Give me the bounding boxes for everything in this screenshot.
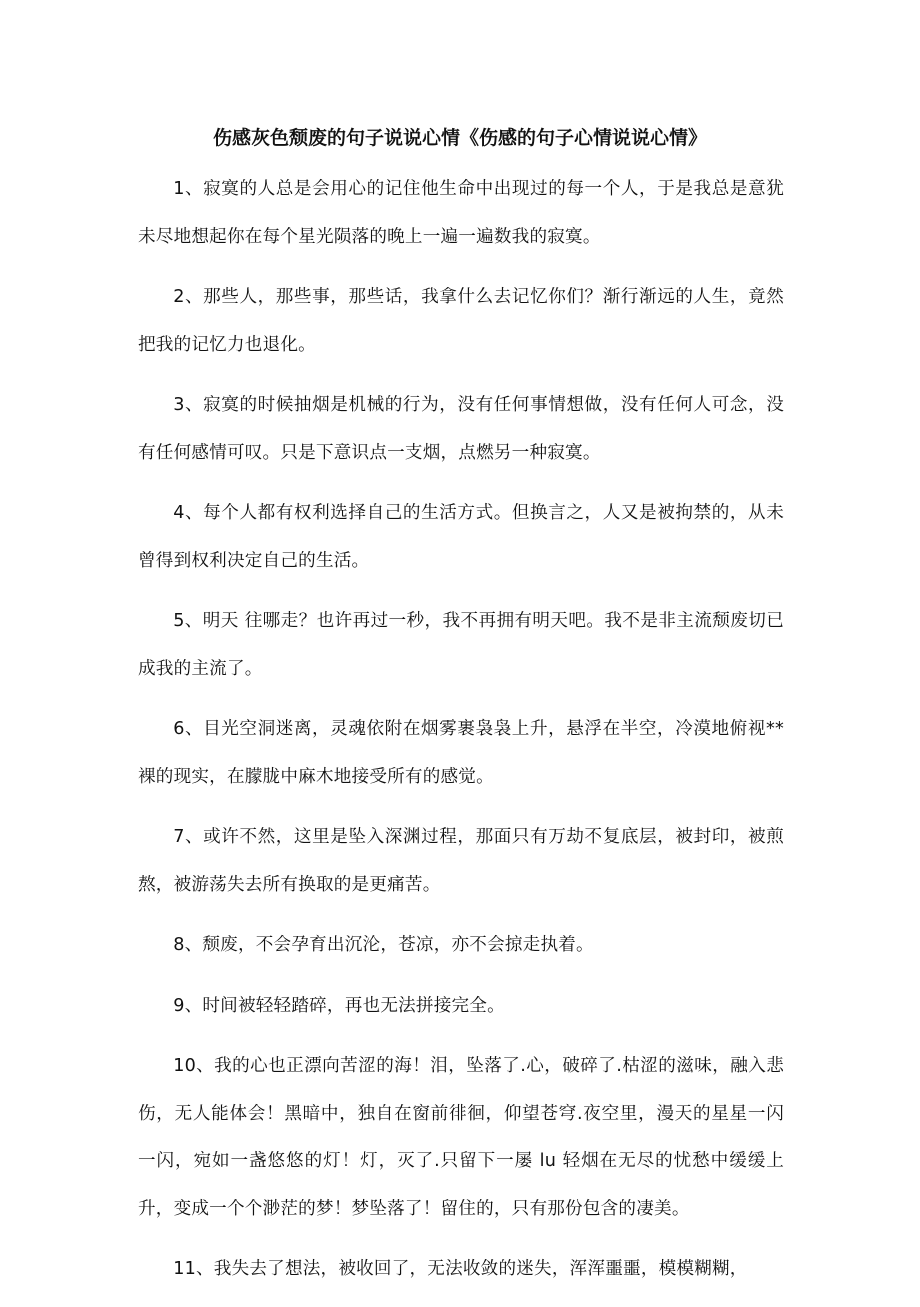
document-body [138, 166, 784, 1307]
paragraph-3: 3、寂寞的时候抽烟是机械的行为，没有任何事情想做，没有任何人可念，没有任何感情可叹。只是下意识点一支烟，点燃另一种寂寞。 [138, 395, 784, 463]
paragraph-6: 6、目光空洞迷离，灵魂依附在烟雾裹袅袅上升，悬浮在半空，冷漠地俯视**裸的现实，在朦胧中麻木地接受所有的感觉。 [138, 719, 784, 787]
paragraph-9: 9、时间被轻轻踏碎，再也无法拼接完全。 [173, 995, 505, 1016]
paragraph-4: 4、每个人都有权利选择自己的生活方式。但换言之，人又是被拘禁的，从未曾得到权利决定自己的生活。 [138, 503, 784, 571]
paragraph-8: 8、颓废，不会孕育出沉沦，苍凉，亦不会掠走执着。 [173, 935, 594, 955]
paragraph-2: 2、那些人，那些事，那些话，我拿什么去记忆你们？渐行渐远的人生，竟然把我的记忆力也退化。 [138, 287, 784, 355]
paragraph-5: 5、明天 往哪走？也许再过一秒，我不再拥有明天吧。我不是非主流颓废切已成我的主流了。 [138, 611, 784, 679]
paragraph-10: 10、我的心也正漂向苦涩的海！泪，坠落了.心，破碎了.枯涩的滋味，融入悲伤，无人能体会！黑暗中，独自在窗前徘徊，仰望苍穹.夜空里，漫天的星星一闪一闪，宛如一盏悠悠的灯！灯，灭了.只留下一屡 lu 轻烟在无尽的忧愁中缓缓上升，变成一个个渺茫的梦！梦坠落了！留住的，只有那份包含的凄美。 [138, 1056, 784, 1219]
paragraph-7: 7、或许不然，这里是坠入深渊过程，那面只有万劫不复底层，被封印，被煎熬，被游荡失去所有换取的是更痛苦。 [138, 827, 784, 895]
paragraph-1: 1、寂寞的人总是会用心的记住他生命中出现过的每一个人，于是我总是意犹未尽地想起你在每个星光陨落的晚上一遍一遍数我的寂寞。 [138, 179, 784, 247]
paragraph-11: 11、我失去了想法，被收回了，无法收敛的迷失，浑浑噩噩，模模糊糊， [173, 1259, 748, 1279]
document-title: 伤感灰色颓废的句子说说心情《伤感的句子心情说说心情》 [212, 127, 707, 149]
